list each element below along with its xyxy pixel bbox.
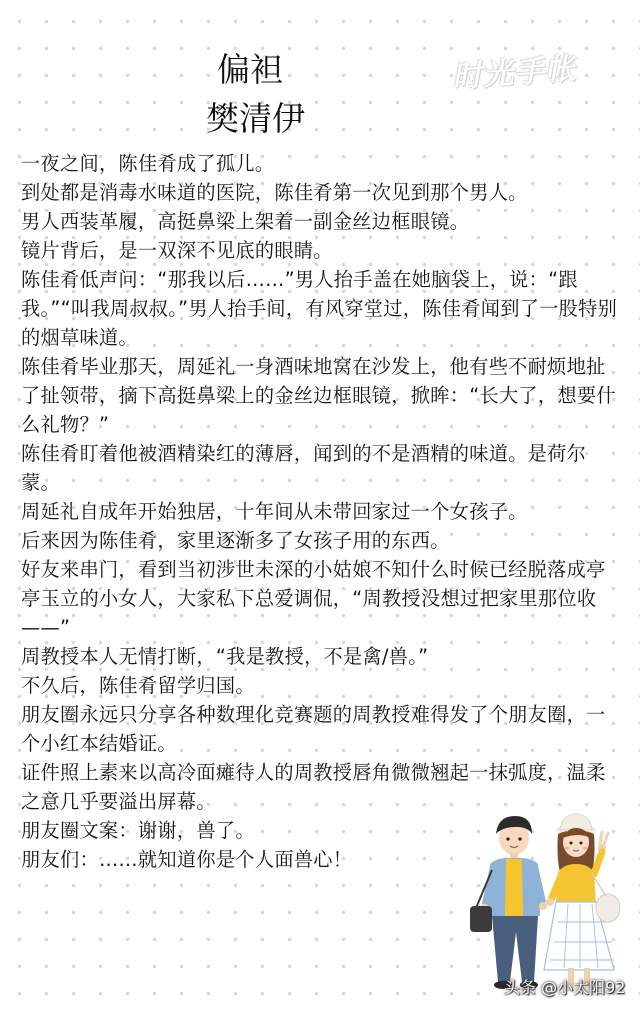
paragraph: 周教授本人无情打断，“我是教授，不是禽/兽。” [21, 645, 429, 668]
paragraph: 到处都是消毒水味道的医院，陈佳肴第一次见到那个男人。 [21, 181, 528, 204]
paragraph: 镜片背后，是一双深不见底的眼睛。 [21, 239, 333, 262]
paragraph: 朋友们：……就知道你是个人面兽心！ [21, 848, 353, 871]
paragraph: 不久后，陈佳肴留学归国。 [21, 674, 255, 697]
couple-illustration [468, 812, 628, 1002]
paragraph: 好友来串门，看到当初涉世未深的小姑娘不知什么时候已经脱落成亭亭玉立的小女人，大家私下总爱调侃，“周教授没想过把家里那位收——” [21, 558, 606, 639]
paragraph: 陈佳肴低声问：“那我以后……”男人抬手盖在她脑袋上，说：“跟我。”“叫我周叔叔。”男人抬手间，有风穿堂过，陈佳肴闻到了一股特别的烟草味道。 [21, 268, 618, 349]
paragraph: 朋友圈永远只分享各种数理化竞赛题的周教授难得发了个朋友圈，一个小红本结婚证。 [21, 703, 606, 755]
paragraph: 陈佳肴盯着他被酒精染红的薄唇，闻到的不是酒精的味道。是荷尔蒙。 [21, 442, 587, 494]
paragraph: 朋友圈文案：谢谢，兽了。 [21, 819, 255, 842]
source-watermark: 头条 @小太阳92 [504, 978, 626, 997]
synopsis-text [21, 149, 619, 874]
paragraph: 男人西装革履，高挺鼻梁上架着一副金丝边框眼镜。 [21, 210, 470, 233]
watermark-logo: 时光手帐 [451, 51, 578, 96]
paragraph: 周延礼自成年开始独居，十年间从未带回家过一个女孩子。 [21, 500, 528, 523]
paragraph: 陈佳肴毕业那天，周延礼一身酒味地窝在沙发上，他有些不耐烦地扯了扯领带，摘下高挺鼻梁上的金丝边框眼镜，掀眸：“长大了，想要什么礼物？” [21, 355, 616, 436]
paragraph: 后来因为陈佳肴，家里逐渐多了女孩子用的东西。 [21, 529, 450, 552]
boy-figure [470, 816, 547, 989]
book-title: 偏袒 [217, 50, 283, 89]
paragraph: 证件照上素来以高冷面瘫待人的周教授唇角微微翘起一抹弧度，温柔之意几乎要溢出屏幕。 [21, 761, 606, 813]
paragraph: 一夜之间，陈佳肴成了孤儿。 [21, 152, 275, 175]
girl-figure [544, 814, 620, 992]
book-author: 樊清伊 [206, 99, 305, 138]
